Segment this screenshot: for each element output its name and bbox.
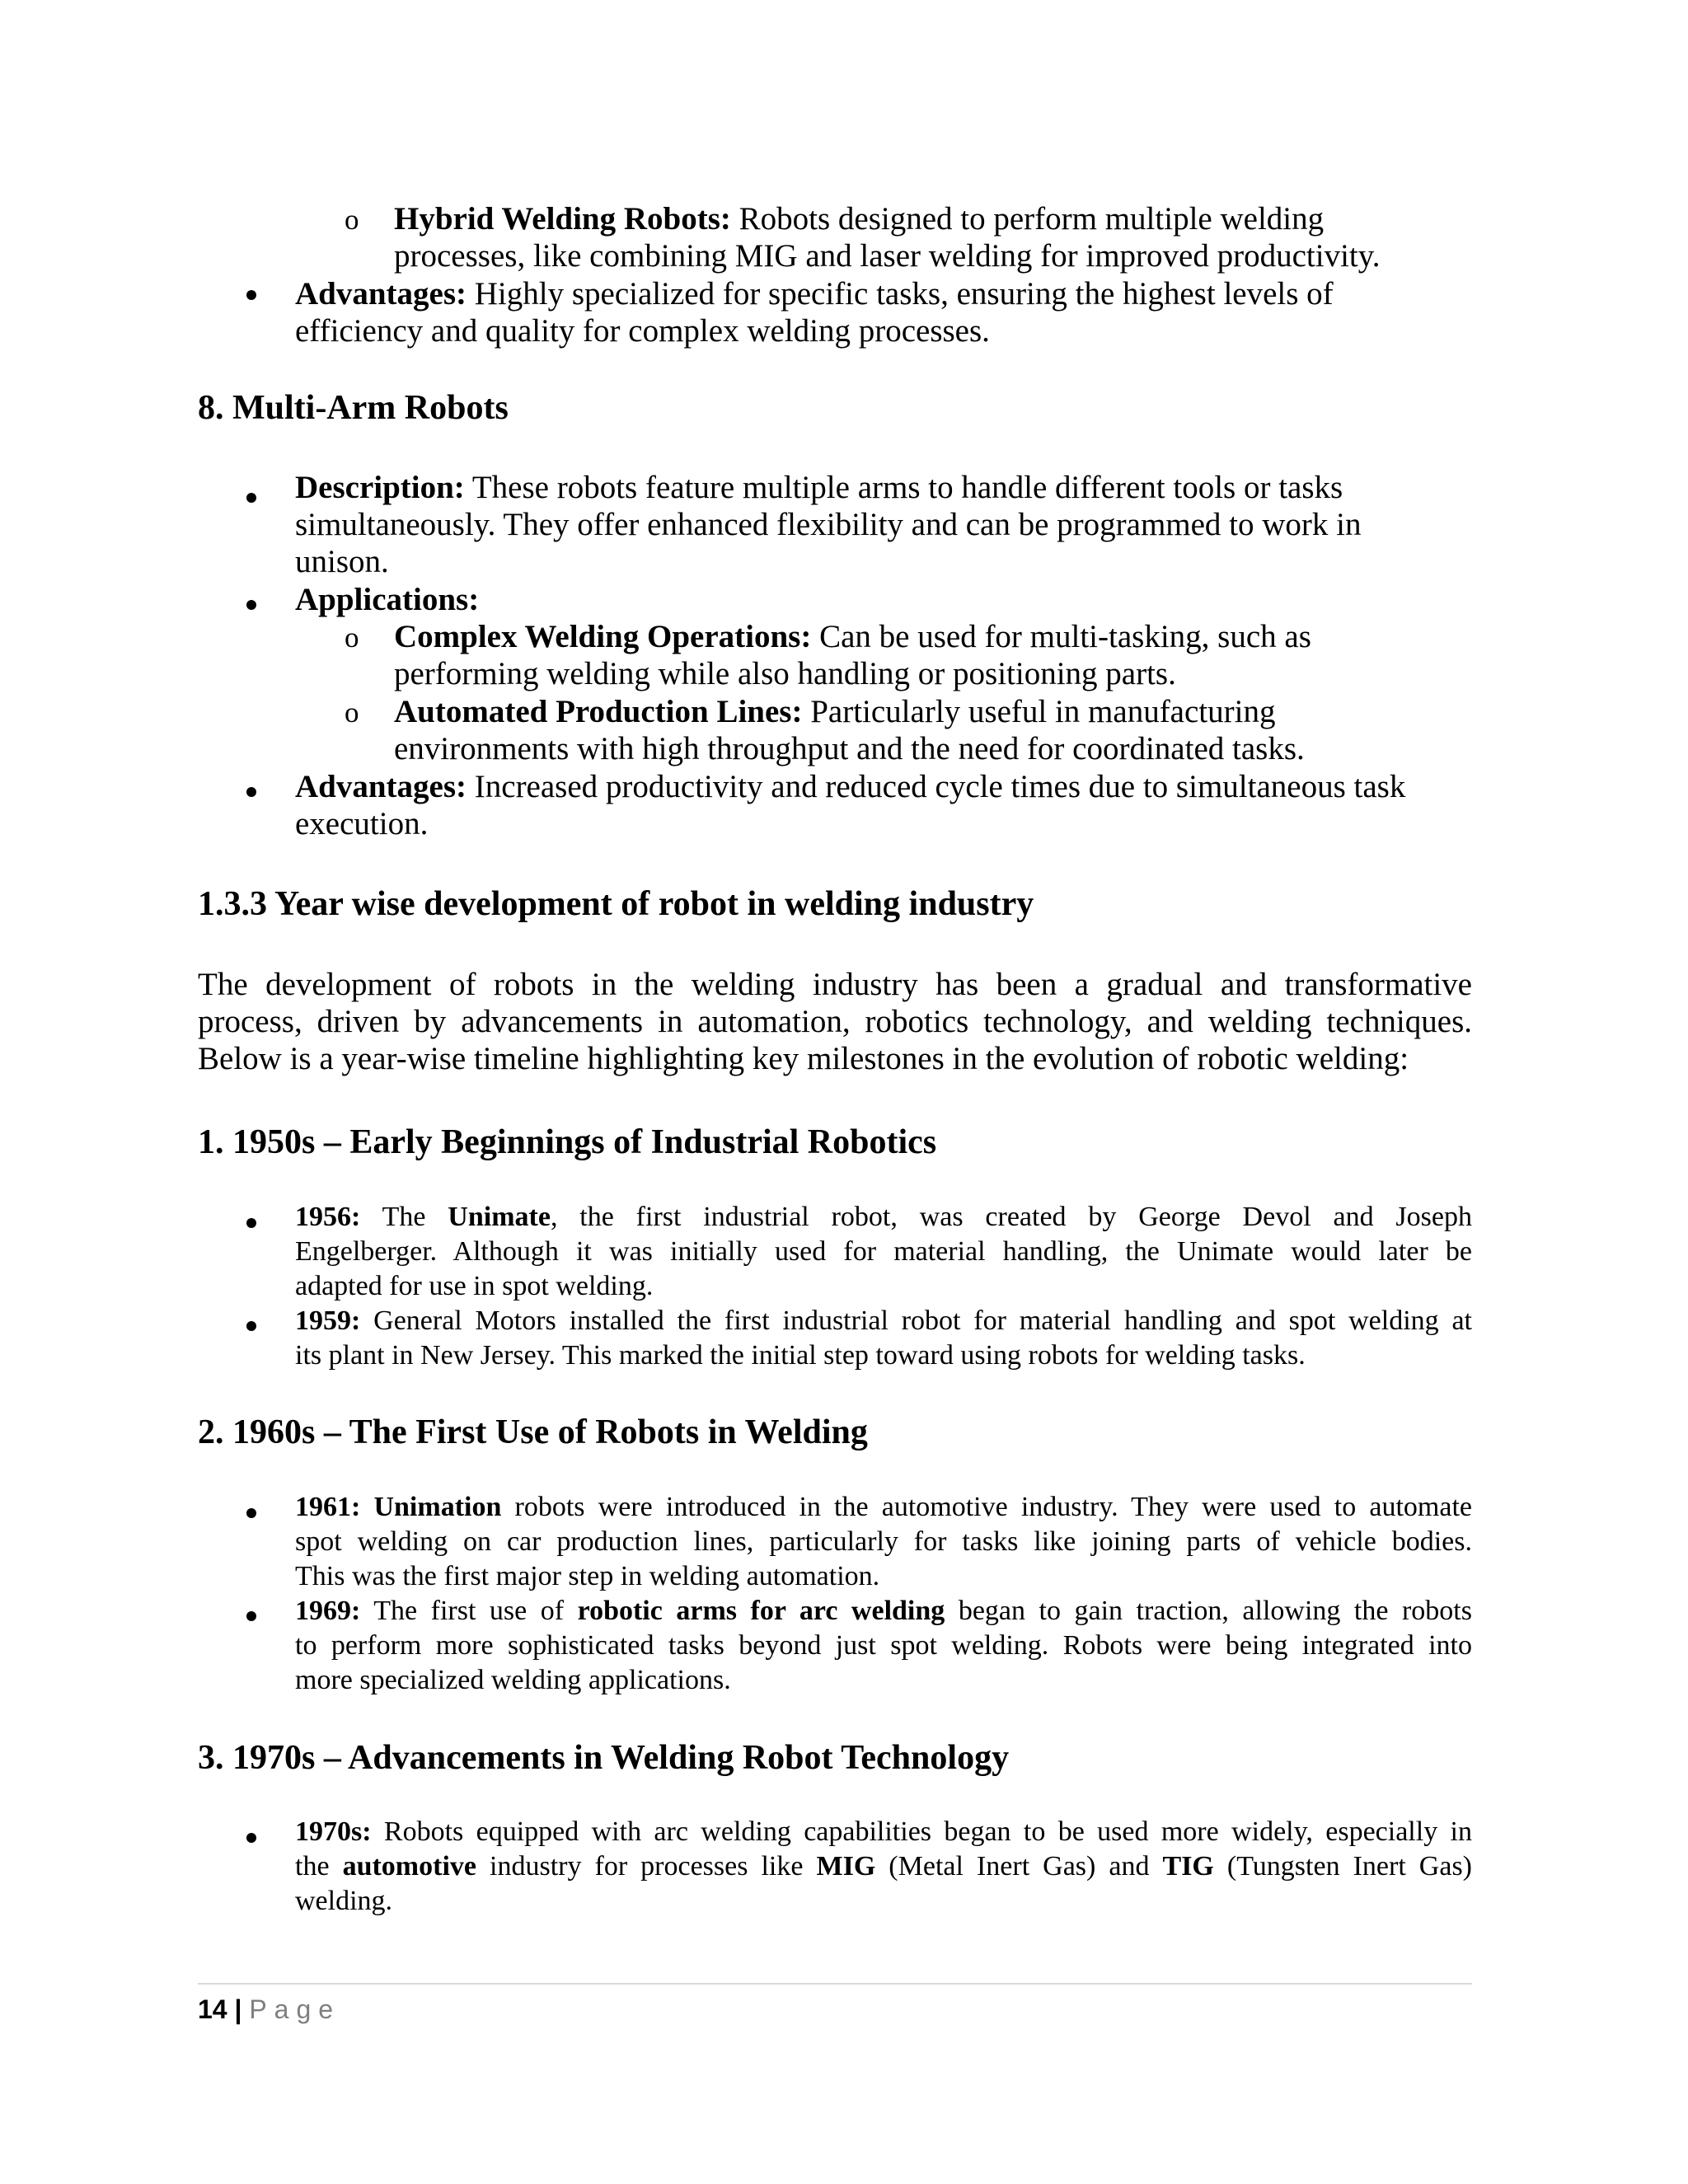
page-label: Page [249, 1994, 341, 2024]
complex-welding-line-2: performing welding while also handling or positioning parts. [394, 656, 1176, 691]
hybrid-welding-line-2: processes, like combining MIG and laser welding for improved productivity. [394, 238, 1381, 274]
item-1969-pre: The first use of [360, 1596, 578, 1626]
item-1956-line-3: adapted for use in spot welding. [295, 1271, 654, 1301]
bullet-marker [246, 787, 256, 797]
section-heading-multi-arm-robots: 8. Multi-Arm Robots [198, 389, 509, 427]
item-1969-line-1 [295, 1597, 1472, 1625]
intro-text-2: process, driven by advancements in automation, robotics technology, and welding techniques. [198, 1004, 1472, 1039]
item-1959-line-2: its plant in New Jersey. This marked the initial step toward using robots for welding tasks. [295, 1340, 1306, 1371]
intro-paragraph-line-1 [198, 968, 1472, 1001]
bullet-marker [246, 1508, 256, 1518]
advantages-top-line-1 [295, 278, 1334, 310]
robotic-arms-term: robotic arms for arc welding [577, 1596, 945, 1626]
item-1970s-mid1: industry for processes like [476, 1851, 817, 1882]
item-1961-line-3: This was the first major step in welding automation. [295, 1561, 880, 1591]
advantages-top-line-2: efficiency and quality for complex welding processes. [295, 313, 990, 349]
year-label-1956: 1956: [295, 1202, 361, 1232]
automated-lines-text: Particularly useful in manufacturing [802, 694, 1276, 729]
section-heading-1960s: 2. 1960s – The First Use of Robots in Welding [198, 1413, 868, 1451]
item-1956-line-2: Engelberger. Although it was initially used for material handling, the Unimate would later be [295, 1236, 1472, 1267]
intro-text-1: The development of robots in the welding industry has been a gradual and transformative [198, 967, 1472, 1002]
bullet-marker [246, 1321, 256, 1331]
item-1970s-text: Robots equipped with arc welding capabilities began to be used more widely, especially in [371, 1816, 1472, 1847]
bullet-marker [246, 290, 256, 300]
description-line-1 [295, 471, 1343, 504]
item-1961-line-2: spot welding on car production lines, particularly for tasks like joining parts of vehicle bodies. [295, 1526, 1472, 1557]
footer-separator: | [234, 1994, 242, 2024]
mig-term: MIG [816, 1851, 876, 1882]
sub-bullet-marker: o [345, 204, 359, 236]
sub-bullet-marker: o [345, 621, 359, 654]
footer-divider [198, 1983, 1472, 1985]
bullet-marker [246, 1611, 256, 1621]
item-1970s-line-3: welding. [295, 1886, 393, 1916]
item-1961-line-1 [295, 1493, 1472, 1521]
hybrid-welding-text: Robots designed to perform multiple welding [730, 201, 1325, 237]
automated-lines-line-2: environments with high throughput and the need for coordinated tasks. [394, 731, 1305, 766]
description-line-3: unison. [295, 544, 389, 579]
advantages-s8-line-1 [295, 771, 1405, 803]
year-label-1969: 1969: [295, 1596, 361, 1626]
advantages-text: Highly specialized for specific tasks, ensuring the highest levels of [467, 276, 1334, 312]
item-1956-text: , the first industrial robot, was created by George Devol and Joseph [550, 1202, 1472, 1232]
year-label-1959: 1959: [295, 1305, 361, 1336]
hybrid-welding-label: Hybrid Welding Robots: [394, 201, 731, 237]
item-1959-line-1 [295, 1307, 1472, 1335]
intro-paragraph-line-2 [198, 1005, 1472, 1038]
item-1970s-pre: the [295, 1851, 343, 1882]
applications-label: Applications: [295, 582, 480, 617]
description-label: Description: [295, 470, 465, 505]
item-1959-text: General Motors installed the first industrial robot for material handling and spot welding at [360, 1305, 1472, 1336]
description-line-2: simultaneously. They offer enhanced flexibility and can be programmed to work in [295, 507, 1362, 542]
item-1956-line-1 [295, 1203, 1472, 1231]
intro-paragraph-line-3: Below is a year-wise timeline highlighting key milestones in the evolution of robotic welding: [198, 1041, 1409, 1076]
item-1969-line-3: more specialized welding applications. [295, 1665, 731, 1695]
item-1970s-mid2: (Metal Inert Gas) and [875, 1851, 1163, 1882]
automotive-term: automotive [342, 1851, 476, 1882]
advantages-s8-line-2: execution. [295, 806, 429, 841]
section-heading-year-wise: 1.3.3 Year wise development of robot in welding industry [198, 885, 1034, 923]
description-text: These robots feature multiple arms to handle different tools or tasks [464, 470, 1343, 505]
automated-lines-label: Automated Production Lines: [394, 694, 803, 729]
tig-term: TIG [1162, 1851, 1214, 1882]
complex-welding-line-1 [394, 621, 1311, 653]
advantages-label: Advantages: [295, 276, 467, 312]
bullet-marker [246, 493, 256, 503]
sub-bullet-marker: o [345, 696, 359, 729]
page-number: 14 [198, 1994, 227, 2024]
year-label-1961: 1961: Unimation [295, 1492, 502, 1522]
complex-welding-label: Complex Welding Operations: [394, 619, 812, 654]
item-1970s-line-2 [295, 1853, 1472, 1881]
item-1969-line-2: to perform more sophisticated tasks beyond just spot welding. Robots were being integrated into [295, 1630, 1472, 1661]
unimate-term: Unimate [448, 1202, 551, 1232]
bullet-marker [246, 1218, 256, 1228]
page-footer [198, 1996, 340, 2022]
hybrid-welding-line-1 [394, 203, 1324, 235]
complex-welding-text: Can be used for multi-tasking, such as [811, 619, 1311, 654]
advantages-label: Advantages: [295, 769, 467, 804]
item-1956-pre: The [360, 1202, 448, 1232]
item-1970s-post: (Tungsten Inert Gas) [1213, 1851, 1472, 1882]
bullet-marker [246, 1833, 256, 1843]
year-label-1970s: 1970s: [295, 1816, 372, 1847]
automated-lines-line-1 [394, 696, 1275, 728]
item-1969-text: began to gain traction, allowing the robots [945, 1596, 1472, 1626]
section-heading-1970s: 3. 1970s – Advancements in Welding Robot Technology [198, 1739, 1010, 1777]
bullet-marker [246, 600, 256, 610]
section-heading-1950s: 1. 1950s – Early Beginnings of Industrial Robotics [198, 1123, 937, 1161]
advantages-text: Increased productivity and reduced cycle times due to simultaneous task [467, 769, 1406, 804]
item-1970s-line-1 [295, 1818, 1472, 1846]
item-1961-text: robots were introduced in the automotive industry. They were used to automate [501, 1492, 1473, 1522]
